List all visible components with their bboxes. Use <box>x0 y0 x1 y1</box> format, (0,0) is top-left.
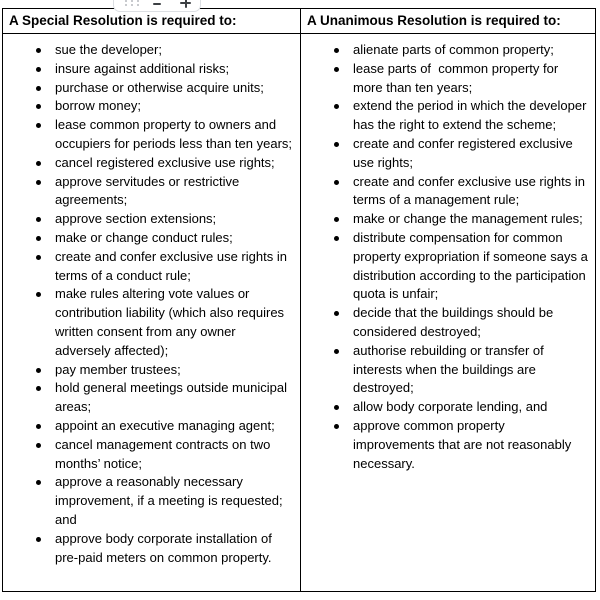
list-item: approve body corporate installation of pre-paid meters on common property. <box>55 530 294 568</box>
list-item: create and confer exclusive use rights in terms of a management rule; <box>353 173 589 211</box>
list-item: alienate parts of common property; <box>353 41 589 60</box>
list-item: purchase or otherwise acquire units; <box>55 79 294 98</box>
header-text-special: A Special Resolution is required to: <box>9 13 237 28</box>
table-controls[interactable] <box>113 0 201 12</box>
drag-handle-icon[interactable] <box>125 0 139 6</box>
list-item: borrow money; <box>55 97 294 116</box>
special-resolution-list <box>3 41 294 567</box>
list-item: allow body corporate lending, and <box>353 398 589 417</box>
add-row-icon[interactable] <box>180 0 191 8</box>
list-item: approve servitudes or restrictive agreements; <box>55 173 294 211</box>
list-item: approve section extensions; <box>55 210 294 229</box>
resolutions-table <box>2 8 596 592</box>
list-item: create and confer registered exclusive use rights; <box>353 135 589 173</box>
list-item: make or change conduct rules; <box>55 229 294 248</box>
list-item: lease parts of common property for more than ten years; <box>353 60 589 98</box>
header-cell-special-resolution[interactable] <box>3 9 301 34</box>
list-item: make rules altering vote values or contribution liability (which also requires written consent from any owner adversely affected); <box>55 285 294 360</box>
list-item: cancel registered exclusive use rights; <box>55 154 294 173</box>
list-item: distribute compensation for common property expropriation if someone says a distribution according to the participation quota is unfair; <box>353 229 589 304</box>
list-item: extend the period in which the developer has the right to extend the scheme; <box>353 97 589 135</box>
header-text-unanimous: A Unanimous Resolution is required to: <box>307 13 561 28</box>
format-lines-icon[interactable] <box>153 0 166 7</box>
list-item: approve a reasonably necessary improvement, if a meeting is requested; and <box>55 473 294 529</box>
list-item: decide that the buildings should be considered destroyed; <box>353 304 589 342</box>
list-item: pay member trustees; <box>55 361 294 380</box>
unanimous-resolution-list <box>301 41 592 473</box>
list-item: cancel management contracts on two months’ notice; <box>55 436 294 474</box>
body-cell-unanimous-resolution[interactable] <box>301 34 595 591</box>
list-item: appoint an executive managing agent; <box>55 417 294 436</box>
list-item: insure against additional risks; <box>55 60 294 79</box>
list-item: create and confer exclusive use rights in terms of a conduct rule; <box>55 248 294 286</box>
header-cell-unanimous-resolution[interactable] <box>301 9 595 34</box>
list-item: sue the developer; <box>55 41 294 60</box>
list-item: hold general meetings outside municipal areas; <box>55 379 294 417</box>
list-item: make or change the management rules; <box>353 210 589 229</box>
list-item: approve common property improvements that are not reasonably necessary. <box>353 417 589 473</box>
list-item: lease common property to owners and occupiers for periods less than ten years; <box>55 116 294 154</box>
list-item: authorise rebuilding or transfer of interests when the buildings are destroyed; <box>353 342 589 398</box>
body-cell-special-resolution[interactable] <box>3 34 301 591</box>
